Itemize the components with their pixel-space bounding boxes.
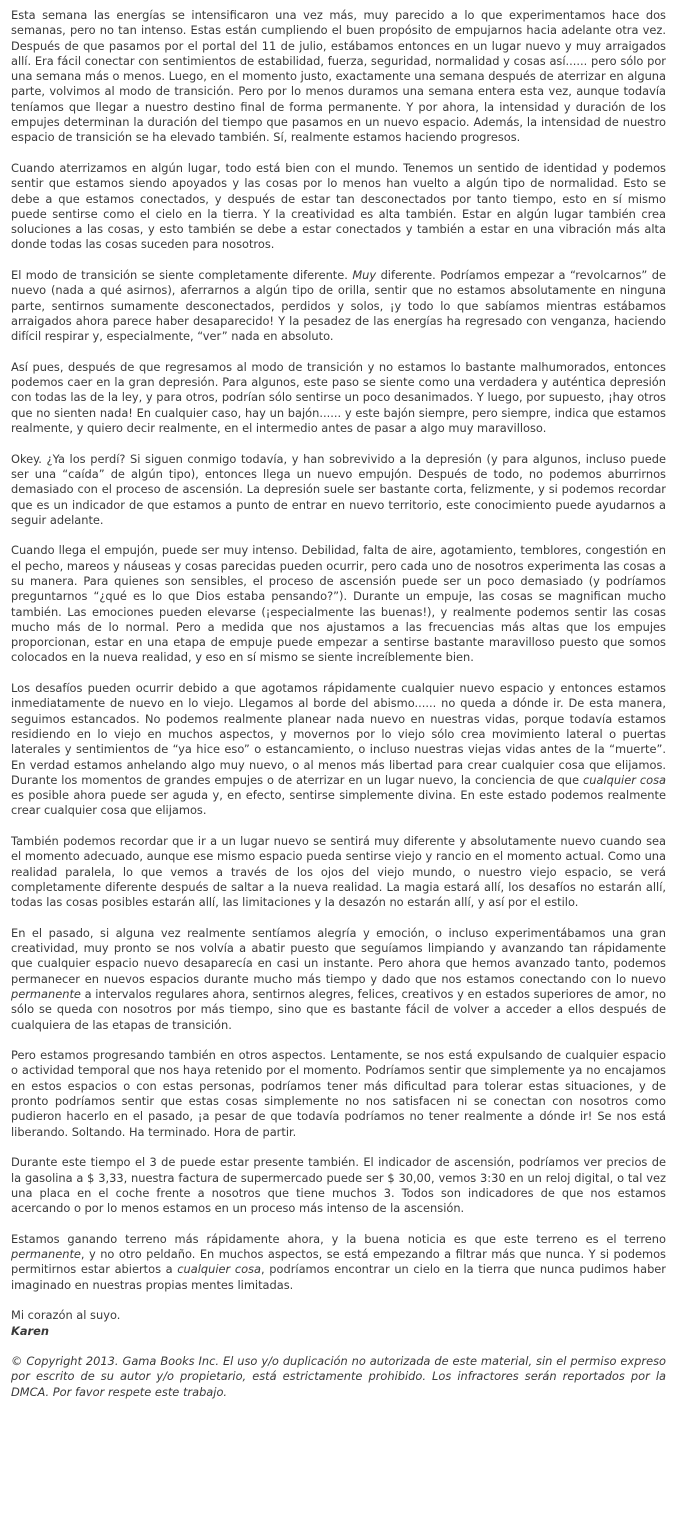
emphasis-text: cualquier cosa <box>177 1262 262 1277</box>
paragraph <box>11 161 666 253</box>
paragraph <box>11 360 666 436</box>
paragraph-text: Cuando aterrizamos en algún lugar, todo está bien con el mundo. Tenemos un sentido de identidad y podemos sentir que estamos siendo apoyados y las cosas por lo menos han vuelto a algún tipo de normalidad. Esto se debe a que estamos conectados, y después de estar tan desconectados por tanto tiempo, esto en sí mismo puede sentirse como el cielo en la tierra. Y la creatividad es alta también. Estar en algún lugar también crea soluciones a las cosas, y esto también se debe a estar conectados y también a estar en una vibración más alta donde todas las cosas suceden para nosotros. <box>11 160 666 252</box>
emphasis-text: permanente <box>11 1247 81 1262</box>
author-name: Karen <box>11 1323 49 1338</box>
paragraph-text: Así pues, después de que regresamos al modo de transición y no estamos lo bastante malhumorados, entonces podemos caer en la gran depresión. Para algunos, este paso se siente como una verdadera y auténtica depresión con todas las de la ley, y para otros, podrían sólo sentirse un poco desanimados. Y luego, por supuesto, ¡hay otros que no sienten nada! En cualquier caso, hay un bajón...... y este bajón siempre, pero siempre, indica que estamos realmente, y quiero decir realmente, en el intermedio antes de pasar a algo muy maravilloso. <box>11 359 666 436</box>
paragraph-text: Durante este tiempo el 3 de puede estar presente también. El indicador de ascensión, podríamos ver precios de la gasolina a $ 3,33, nuestra factura de supermercado puede ser $ 30,00, vemos 3:30 en un reloj digital, o tal vez una placa en el coche frente a nosotros que tiene muchos 3. Todos son indicadores de que nos estamos acercando o por lo menos estamos en un proceso más intenso de la ascensión. <box>11 1155 666 1216</box>
paragraph <box>11 1232 666 1293</box>
paragraph <box>11 681 666 819</box>
paragraph-text: , podríamos encontrar un cielo en la tierra que nunca pudimos haber imaginado en nuestras propias mentes limitadas. <box>11 1262 666 1292</box>
copyright-notice: © Copyright 2013. Gama Books Inc. El uso y/o duplicación no autorizada de este material, sin el permiso expreso por escrito de su autor y/o propietario, está estrictamente prohibido. Los infractores serán reportados por la DMCA. Por favor respete este trabajo. <box>11 1354 666 1399</box>
paragraph <box>11 268 666 344</box>
paragraph <box>11 452 666 528</box>
paragraph <box>11 543 666 665</box>
paragraph <box>11 1155 666 1216</box>
paragraph <box>11 1048 666 1140</box>
paragraph-text: Estamos ganando terreno más rápidamente ahora, y la buena noticia es que este terreno es el terreno <box>11 1231 666 1246</box>
paragraph-text: El modo de transición se siente completamente diferente. <box>11 268 353 283</box>
paragraph-text: Pero estamos progresando también en otros aspectos. Lentamente, se nos está expulsando de cualquier espacio o actividad temporal que nos haya retenido por el momento. Podríamos sentir que simplemente ya no encajamos en estos espacios o con estas personas, podríamos tener más dificultad para tolerar estas situaciones, y de pronto podríamos sentir que estas cosas simplemente no nos satisfacen ni se conectan con nosotros como pudieron hacerlo en el pasado, ¡a pesar de que todavía podríamos no tener realmente a dónde ir! Se nos está liberando. Soltando. Ha terminado. Hora de partir. <box>11 1048 666 1139</box>
paragraph-text: En el pasado, si alguna vez realmente sentíamos alegría y emoción, o incluso experimentábamos una gran creatividad, muy pronto se nos volvía a abatir puesto que seguíamos limpiando y avanzando tan rápidamente que cualquier espacio nuevo desaparecía en casi un instante. Pero ahora que hemos avanzado tanto, podemos permanecer en nuevos espacios durante mucho más tiempo y dado que nos estamos conectando con lo nuevo <box>11 925 666 986</box>
paragraph-text: es posible ahora puede ser aguda y, en efecto, sentirse simplemente divina. En este estado podemos realmente crear cualquier cosa que elijamos. <box>11 788 666 818</box>
article-paragraphs <box>11 8 666 1293</box>
paragraph-text: Los desafíos pueden ocurrir debido a que agotamos rápidamente cualquier nuevo espacio y entonces estamos inmediatamente de nuevo en lo viejo. Llegamos al borde del abismo...... no queda a dónde ir. De esta manera, seguimos estancados. No podemos realmente planear nada nuevo en nuestras vidas, porque todavía estamos residiendo en lo viejo en muchos aspectos, y movernos por lo viejo sólo crea movimiento lateral o puertas laterales y sentimientos de “ya hice eso” o estancamiento, o incluso nuestras viejas vidas antes de la “muerte”. En verdad estamos anhelando algo muy nuevo, o al menos más libertad para crear cualquier cosa que elijamos. Durante los momentos de grandes empujes o de aterrizar en un lugar nuevo, la conciencia de que <box>11 681 666 787</box>
paragraph-text: diferente. Podríamos empezar a “revolcarnos” de nuevo (nada a qué asirnos), aferrarnos a algún tipo de orilla, sentir que no estamos absolutamente en ninguna parte, sentirnos sumamente desconectados, perdidos y solos, ¡y todo lo que sabíamos mientras estábamos arraigados ahora parece haber desaparecido! Y la pesadez de las energías ha regresado con venganza, haciendo difícil respirar y, especialmente, “ver” nada en absoluto. <box>11 268 666 344</box>
paragraph-text: Okey. ¿Ya los perdí? Si siguen conmigo todavía, y han sobrevivido a la depresión (y para algunos, incluso puede ser una “caída” de algún tipo), entonces llega un nuevo empujón. Después de todo, no podemos aburrirnos demasiado con el proceso de ascensión. La depresión suele ser bastante corta, felizmente, y si podemos recordar que es un indicador de que estamos a punto de entrar en nuevo territorio, este conocimiento puede ayudarnos a seguir adelante. <box>11 451 666 527</box>
signoff <box>11 1308 666 1339</box>
paragraph-text: a intervalos regulares ahora, sentirnos alegres, felices, creativos y en estados superiores de amor, no sólo se queda con nosotros por más tiempo, sino que es bastante fácil de volver a acceder a ellos después de cualquiera de las etapas de transición. <box>11 987 666 1032</box>
emphasis-text: permanente <box>11 987 81 1001</box>
paragraph <box>11 926 666 1033</box>
paragraph-text: , y no otro peldaño. En muchos aspectos, se está empezando a filtrar más que nunca. Y si podemos permitirnos estar abiertos a <box>11 1247 666 1277</box>
paragraph <box>11 8 666 146</box>
paragraph-text: También podemos recordar que ir a un lugar nuevo se sentirá muy diferente y absolutamente nuevo cuando sea el momento adecuado, aunque ese mismo espacio pueda sentirse viejo y rancio en el momento actual. Como una realidad paralela, lo que vemos a través de los ojos del viejo mundo, o nuestro viejo espacio, se verá completamente diferente después de saltar a la nueva realidad. La magia estará allí, los desafíos no estarán allí, todas las cosas posibles estarán allí, las limitaciones y la desazón no estarán allí, y así por el estilo. <box>11 834 666 910</box>
paragraph <box>11 834 666 910</box>
paragraph-text: Esta semana las energías se intensificaron una vez más, muy parecido a lo que experimentamos hace dos semanas, pero no tan intenso. Estas están cumpliendo el buen propósito de empujarnos hacia adelante otra vez. Después de que pasamos por el portal del 11 de julio, estábamos entonces en un lugar nuevo y muy arraigados allí. Era fácil conectar con sentimientos de estabilidad, fuerza, seguridad, normalidad y cosas así...... pero sólo por una semana más o menos. Luego, en el momento justo, exactamente una semana después de aterrizar en alguna parte, volvimos al modo de transición. Pero por lo menos duramos una semana entera esta vez, aunque todavía teníamos que llegar a nuestro destino final de forma permanente. Y por ahora, la intensidad y duración de los empujes determinan la duración del tiempo que pasamos en un nuevo espacio. Además, la intensidad de nuestro espacio de transición se ha elevado también. Sí, realmente estamos haciendo progresos. <box>11 8 666 145</box>
paragraph-text: Cuando llega el empujón, puede ser muy intenso. Debilidad, falta de aire, agotamiento, temblores, congestión en el pecho, mareos y náuseas y cosas parecidas pueden ocurrir, pero cada uno de nosotros experimenta las cosas a su manera. Para quienes son sensibles, el proceso de ascensión puede ser un poco demasiado (y podríamos preguntarnos “¿qué es lo que Dios estaba pensando?”). Durante un empuje, las cosas se magnifican mucho también. Las emociones pueden elevarse (¡especialmente las buenas!), y realmente podemos sentir las cosas mucho más de lo normal. Pero a medida que nos ajustamos a las frecuencias más altas que los empujes proporcionan, estar en una etapa de empuje puede empezar a sentirse bastante maravilloso puesto que somos colocados en la nueva realidad, y eso en sí mismo se siente increíblemente bien. <box>11 543 666 665</box>
emphasis-text: cualquier cosa <box>582 772 666 787</box>
closing-line: Mi corazón al suyo. <box>11 1308 121 1323</box>
emphasis-text: Muy <box>352 268 377 283</box>
